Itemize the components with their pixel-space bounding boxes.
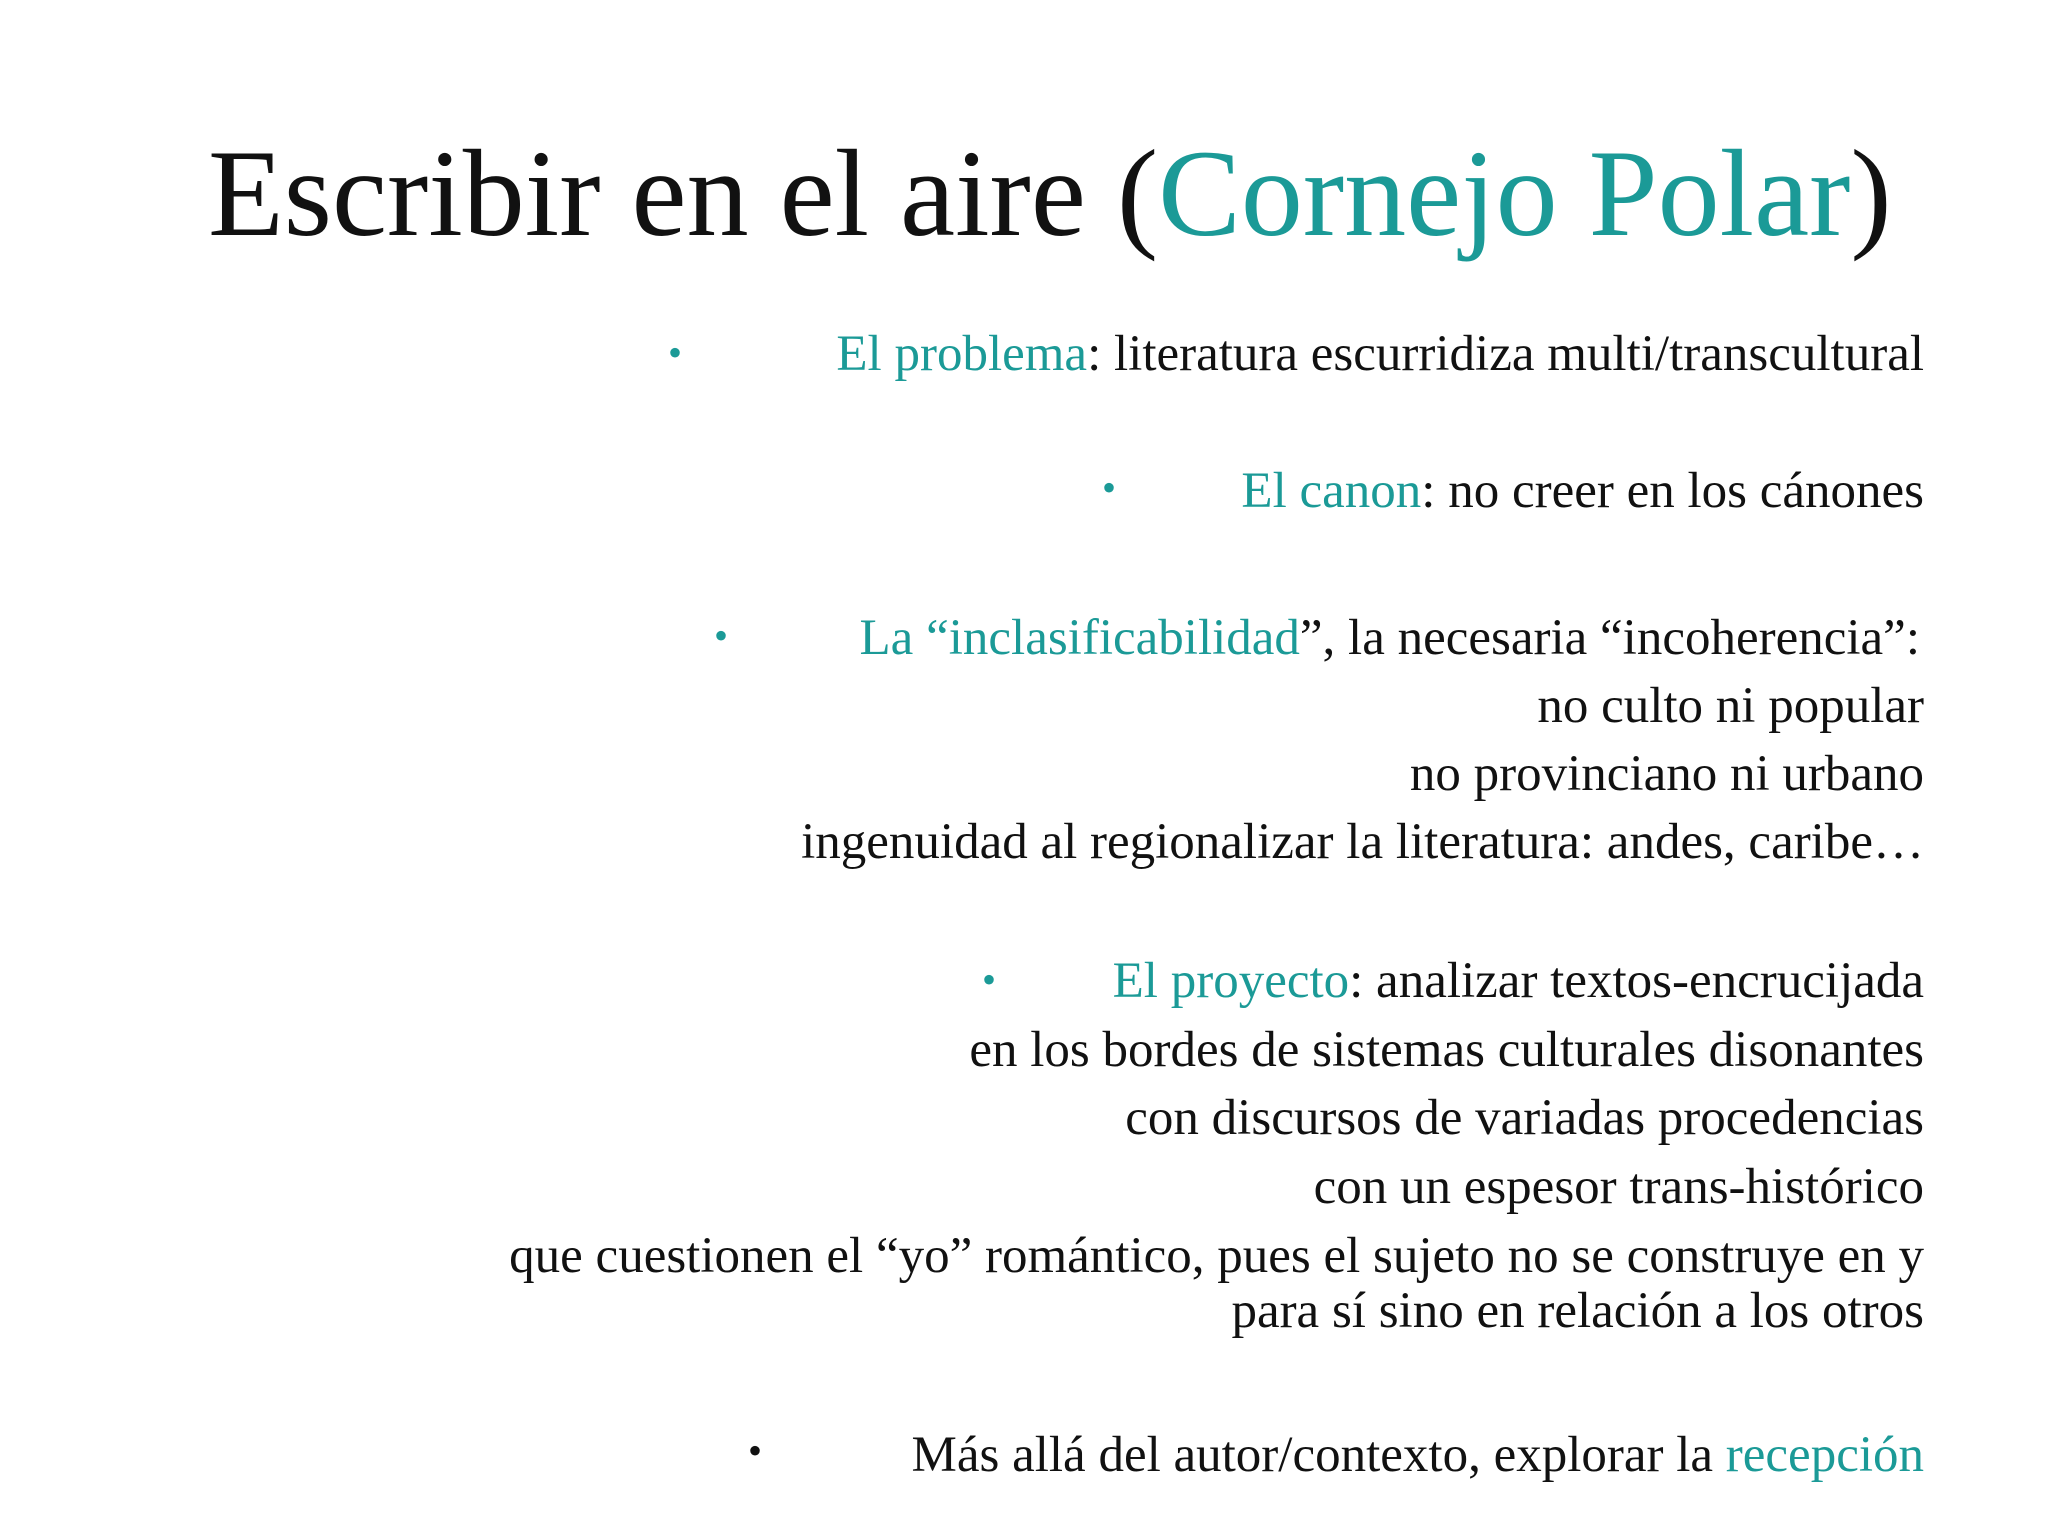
proyecto-sub-line: que cuestionen el “yo” romántico, pues el sujeto no se construye en y bbox=[509, 1228, 1924, 1284]
inclasif-key: inclasificabilidad bbox=[948, 610, 1300, 666]
bullet-problema bbox=[836, 326, 1924, 382]
bullet-marker: • bbox=[982, 957, 997, 1002]
bullet-recepcion bbox=[911, 1427, 1925, 1483]
title-accent: Cornejo Polar bbox=[1158, 125, 1851, 262]
bullet-marker: • bbox=[748, 1428, 763, 1473]
bullet-marker: • bbox=[668, 330, 683, 375]
problema-key: El problema bbox=[836, 326, 1088, 382]
bullet-marker: • bbox=[714, 613, 729, 658]
slide-title bbox=[208, 125, 1892, 262]
inclasif-sub-line: no provinciano ni urbano bbox=[1409, 746, 1924, 802]
inclasif-sub-line: no culto ni popular bbox=[1537, 678, 1924, 734]
title-close: ) bbox=[1850, 125, 1892, 262]
inclasif-text: ”, la necesaria “incoherencia”: bbox=[1299, 610, 1920, 666]
proyecto-key: El proyecto bbox=[1112, 953, 1350, 1009]
proyecto-sub-line: con discursos de variadas procedencias bbox=[1125, 1090, 1924, 1146]
proyecto-text: : analizar textos-encrucijada bbox=[1349, 953, 1924, 1009]
recepcion-key: recepción bbox=[1725, 1427, 1924, 1483]
bullet-inclasificabilidad bbox=[859, 610, 1920, 666]
bullet-canon bbox=[1241, 463, 1924, 519]
canon-key: El canon bbox=[1241, 463, 1422, 519]
inclasif-pre: La “ bbox=[859, 610, 949, 666]
bullet-proyecto bbox=[1112, 953, 1924, 1009]
problema-text: : literatura escurridiza multi/transcultural bbox=[1087, 326, 1924, 382]
canon-text: : no creer en los cánones bbox=[1421, 463, 1924, 519]
recepcion-text: Más allá del autor/contexto, explorar la bbox=[911, 1427, 1726, 1483]
proyecto-sub-line: para sí sino en relación a los otros bbox=[1231, 1283, 1924, 1339]
inclasif-sub-line: ingenuidad al regionalizar la literatura: andes, caribe… bbox=[801, 814, 1924, 870]
proyecto-sub-line: con un espesor trans-histórico bbox=[1313, 1159, 1924, 1215]
bullet-marker: • bbox=[1102, 465, 1117, 510]
title-main: Escribir en el aire ( bbox=[208, 125, 1159, 262]
proyecto-sub-line: en los bordes de sistemas culturales disonantes bbox=[969, 1022, 1924, 1078]
